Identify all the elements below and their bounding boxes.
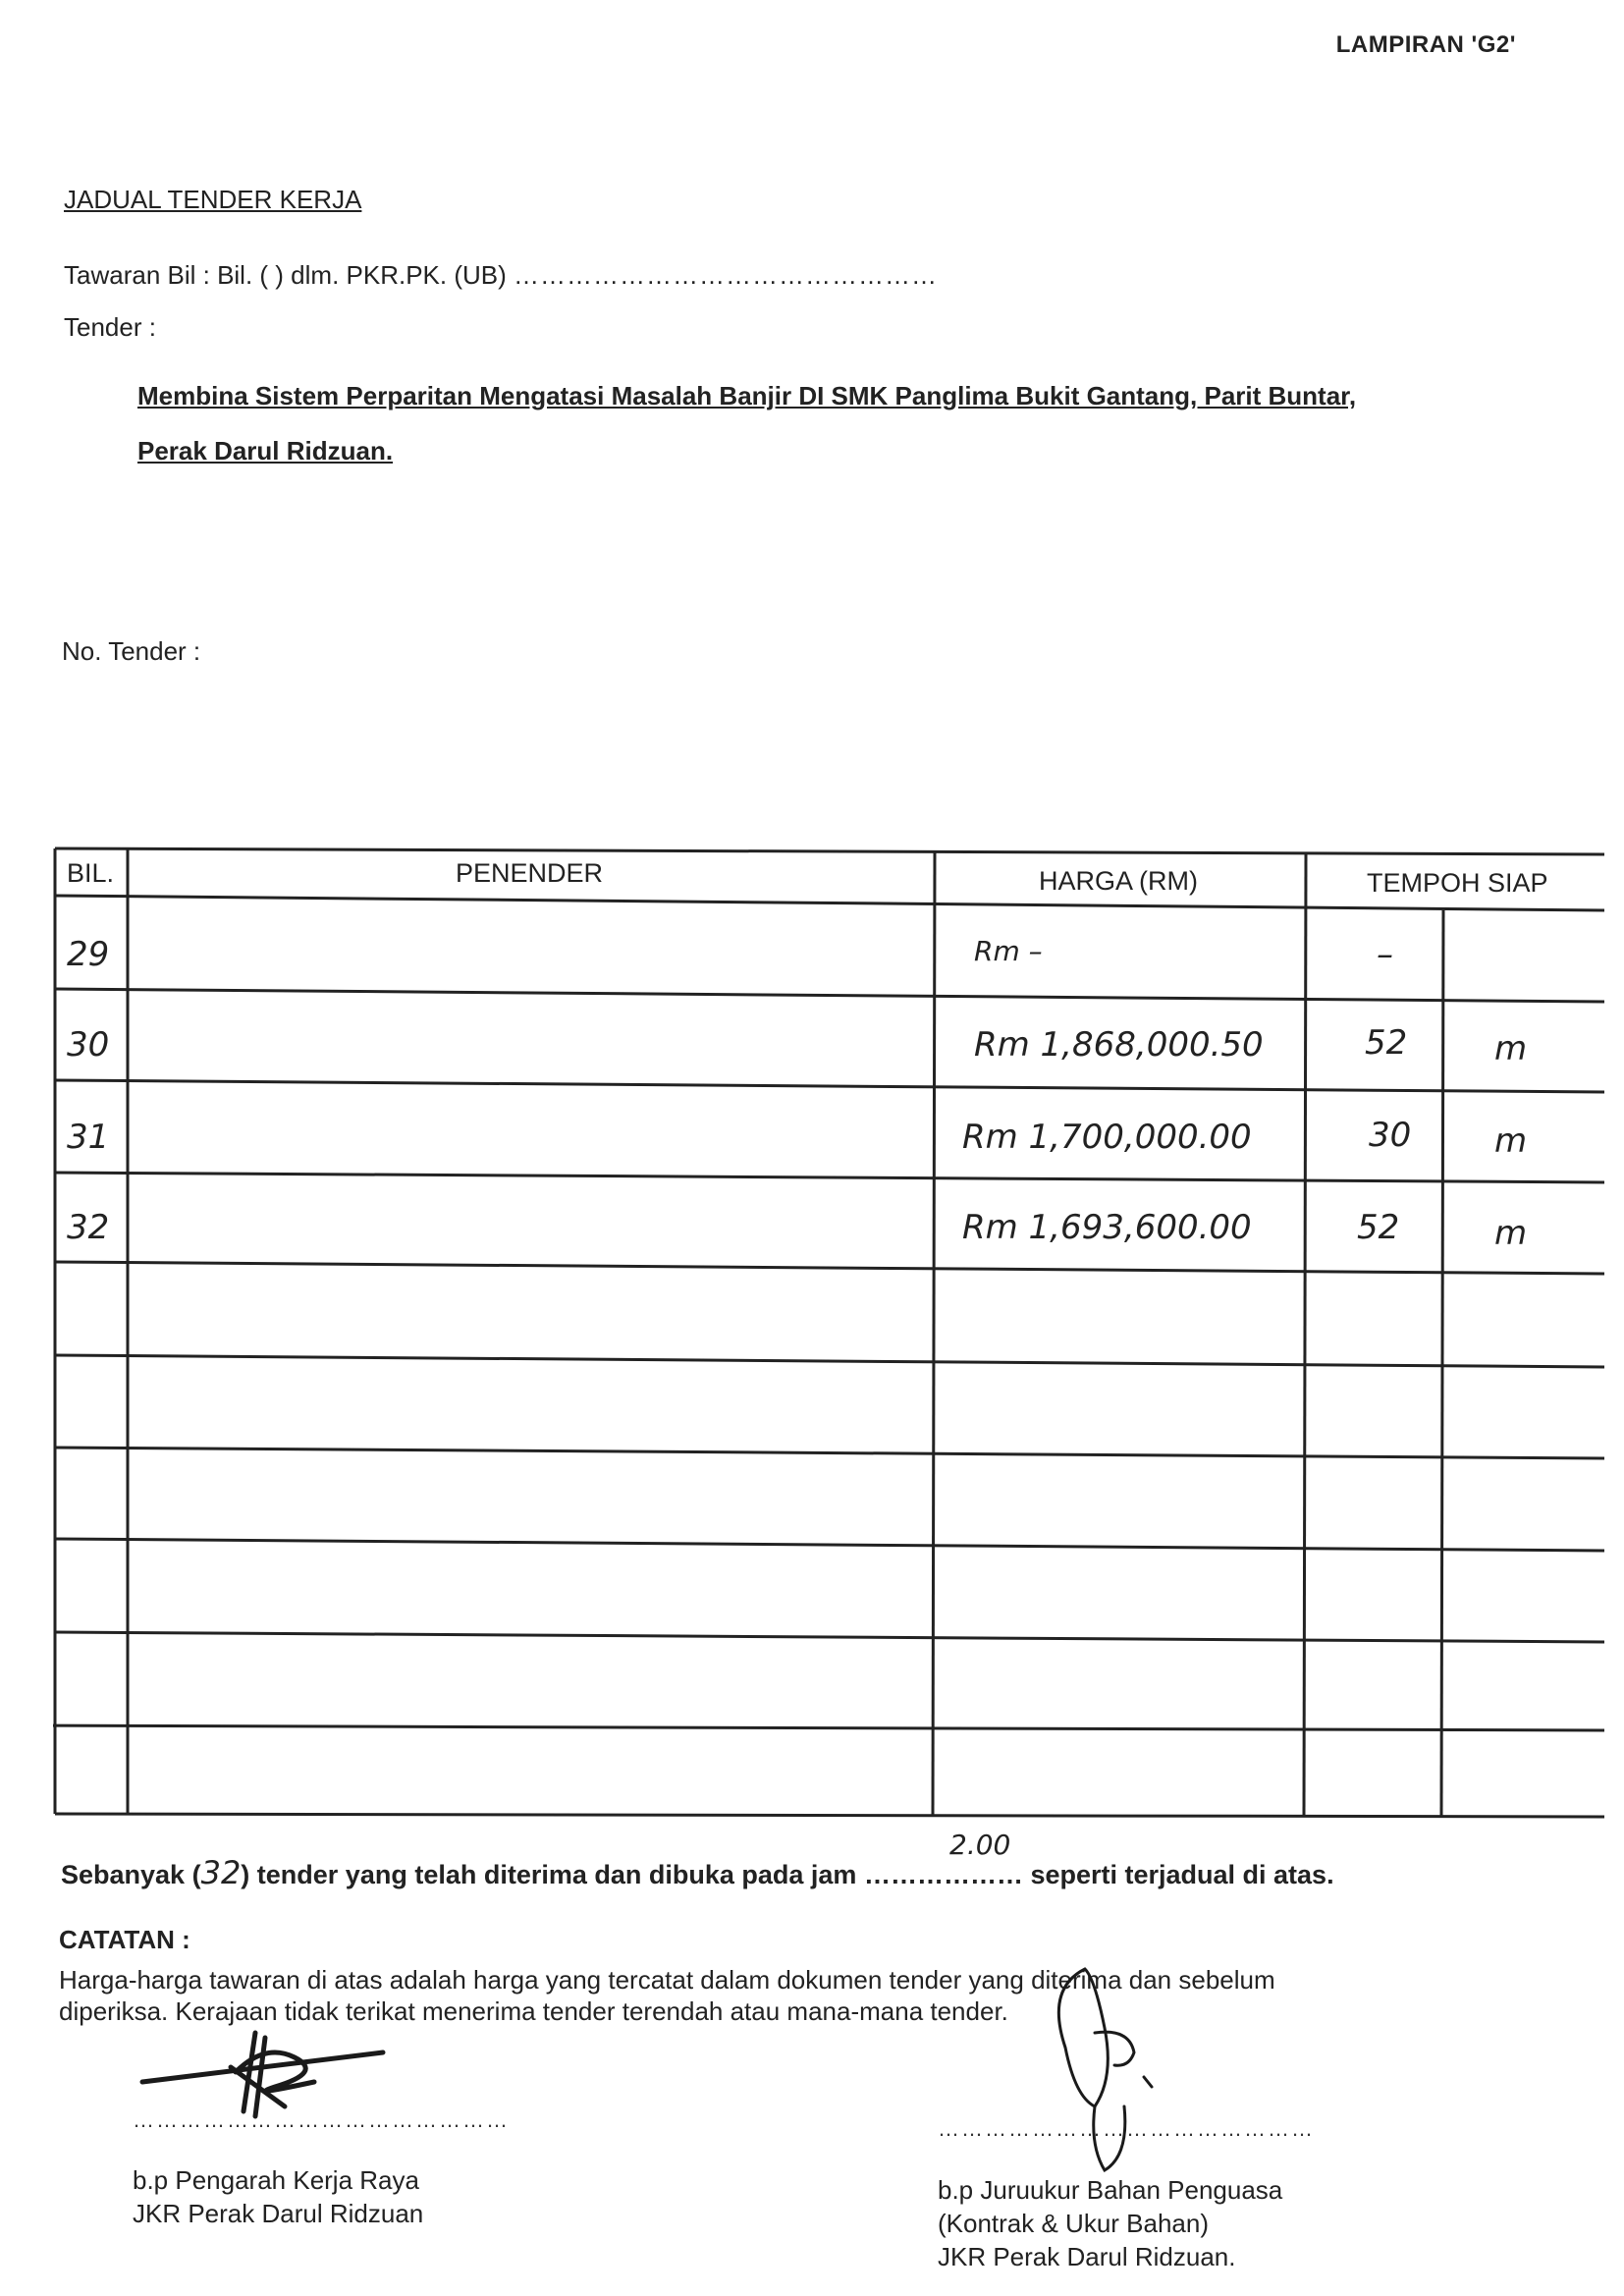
row-tempoh: 52 xyxy=(1357,1208,1400,1247)
tender-name xyxy=(137,368,1492,478)
row-unit: m xyxy=(1494,1121,1528,1161)
no-tender-label: No. Tender : xyxy=(62,636,201,666)
row-harga: Rm – xyxy=(974,935,1043,967)
tender-table xyxy=(53,847,1604,1819)
row-bil: 29 xyxy=(67,935,110,974)
summary-suffix: seperti terjadual di atas. xyxy=(1022,1860,1334,1889)
row-harga: Rm 1,693,600.00 xyxy=(962,1208,1252,1247)
summary-jam-value: 2.00 xyxy=(949,1829,1011,1861)
tawaran-label: Tawaran Bil : Bil. ( ) dlm. PKR.PK. (UB) xyxy=(64,260,507,290)
lampiran-label: LAMPIRAN 'G2' xyxy=(1335,31,1516,58)
summary-prefix: Sebanyak ( xyxy=(61,1860,201,1889)
row-tempoh: 52 xyxy=(1365,1023,1408,1063)
row-bil: 32 xyxy=(67,1208,110,1247)
signatory-left-line2: JKR Perak Darul Ridzuan xyxy=(133,2199,424,2228)
signatory-left-line1: b.p Pengarah Kerja Raya xyxy=(133,2165,419,2195)
row-unit: m xyxy=(1494,1029,1528,1068)
document-title: JADUAL TENDER KERJA xyxy=(64,185,362,214)
tender-label: Tender : xyxy=(64,312,156,342)
row-tempoh: 30 xyxy=(1369,1116,1412,1155)
tawaran-dots: ………………………………………… xyxy=(514,260,938,290)
col-header-bil: BIL. xyxy=(67,858,115,888)
signatory-right-line1: b.p Juruukur Bahan Penguasa xyxy=(938,2175,1283,2205)
signature-right xyxy=(1036,1959,1173,2185)
tender-name-line2: Perak Darul Ridzuan. xyxy=(137,436,394,465)
table-grid xyxy=(53,847,1604,1819)
col-header-penender: PENENDER xyxy=(456,858,604,888)
row-bil: 31 xyxy=(67,1118,110,1157)
tender-name-line1: Membina Sistem Perparitan Mengatasi Masalah Banjir DI SMK Panglima Bukit Gantang, Parit Buntar, xyxy=(137,381,1357,410)
row-harga: Rm 1,868,000.50 xyxy=(974,1025,1264,1065)
summary-middle: ) tender yang telah diterima dan dibuka pada jam xyxy=(241,1860,864,1889)
signatory-right-line3: JKR Perak Darul Ridzuan. xyxy=(938,2242,1236,2271)
signatory-left xyxy=(133,2163,423,2230)
tawaran-line xyxy=(64,260,938,291)
row-bil: 30 xyxy=(67,1025,110,1065)
summary-jam-dots: ……………… xyxy=(863,1860,1023,1889)
row-tempoh: – xyxy=(1377,935,1393,974)
signature-line-right: ………………………………………… xyxy=(938,2116,1315,2141)
catatan-text: Harga-harga tawaran di atas adalah harga yang tercatat dalam dokumen tender yang diterima dan sebelum diperiksa. Kerajaan tidak terikat menerima tender terendah atau mana-mana tender. xyxy=(59,1965,1275,2026)
row-harga: Rm 1,700,000.00 xyxy=(962,1118,1252,1157)
signature-line-left: ………………………………………… xyxy=(133,2107,510,2132)
signature-left xyxy=(128,2013,422,2121)
row-unit: m xyxy=(1494,1214,1528,1253)
col-header-harga: HARGA (RM) xyxy=(1039,866,1198,896)
summary-count: 32 xyxy=(200,1854,242,1891)
catatan-heading: CATATAN : xyxy=(59,1925,190,1954)
col-header-tempoh: TEMPOH SIAP xyxy=(1367,868,1548,898)
summary-line xyxy=(61,1829,1334,1891)
signatory-right-line2: (Kontrak & Ukur Bahan) xyxy=(938,2209,1210,2238)
signatory-right xyxy=(938,2173,1282,2273)
